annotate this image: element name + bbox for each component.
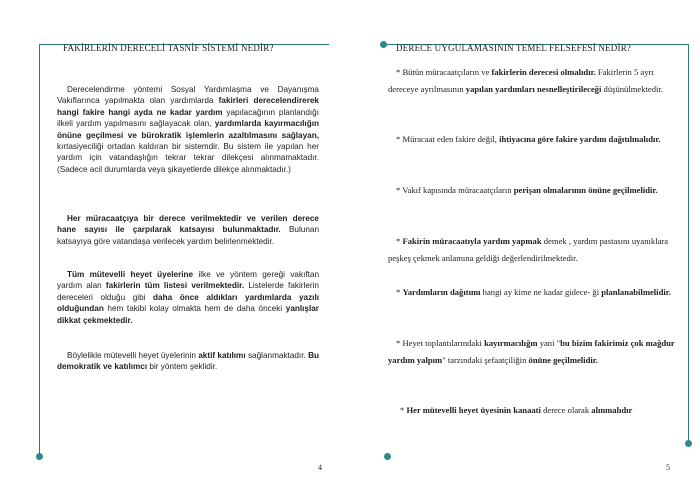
right-item-5-run-0: * bbox=[396, 287, 403, 297]
right-item-7-run-2: derece olarak bbox=[540, 405, 592, 415]
right-item-6-run-4: " tarzındaki şefaatçiliğin bbox=[442, 355, 529, 365]
left-page-title: FAKİRLERİN DERECELİ TASNİF SİSTEMİ NEDİR? bbox=[63, 43, 274, 53]
left-paragraph-3-run-4: daha önce aldıkları yardımlarda yazılı olduğundan bbox=[57, 292, 319, 314]
right-item-3-run-0: * Vakıf kapısında müracaatçıların bbox=[396, 185, 514, 195]
left-paragraph-3-run-1: ilke ve yöntem gereği vakıftan yardım alan bbox=[57, 270, 319, 291]
right-item-1-run-3: yapılan yardımları nesnelleştirileceği bbox=[465, 84, 602, 94]
left-paragraph-3-run-0: Tüm mütevelli heyet üyelerine bbox=[67, 270, 194, 279]
right-item-5-run-2: hangi ay kime ne kadar gidece- ği bbox=[480, 287, 602, 297]
left-paragraph-1-run-2: yapılacağının planlandığı ilkeli yardım yapılmasını sağlayacak olan, bbox=[57, 107, 319, 129]
right-frame-dot-bottom-right bbox=[685, 440, 692, 447]
right-item-4-run-0: * bbox=[396, 236, 403, 246]
right-item-5-run-1: Yardımların dağıtımı bbox=[402, 287, 481, 297]
right-item-5-run-3: planlanabilmelidir. bbox=[601, 287, 671, 297]
left-paragraph-4-run-1: aktif katılımı bbox=[198, 351, 246, 360]
right-item-7-run-0: * bbox=[400, 405, 407, 415]
right-item-6-run-2: yani " bbox=[537, 338, 561, 348]
right-item-6-run-1: kayırmacılığın bbox=[484, 338, 538, 348]
right-item-6-run-5: önüne geçilmelidir. bbox=[528, 355, 598, 365]
right-item-1-run-2: Fakirlerin 5 ayrı dereceye ayrılmasının bbox=[388, 67, 654, 94]
right-item-3 bbox=[388, 182, 680, 199]
left-paragraph-3-run-2: fakirlerin tüm listesi verilmektedir. bbox=[105, 281, 245, 291]
left-paragraph-1-run-1: fakirleri derecelendirerek hangi fakire hangi ayda ne kadar yardım bbox=[57, 96, 319, 117]
left-paragraph-1-run-0: Derecelendirme yöntemi Sosyal Yardımlaşma ve Dayanışma Vakıflarınca yapılmakta olan yardımlarda bbox=[57, 85, 319, 106]
page-number-right: 5 bbox=[666, 463, 670, 472]
left-paragraph-2 bbox=[57, 213, 319, 247]
right-item-1 bbox=[388, 64, 680, 98]
right-item-2-run-1: ihtiyacına göre fakire yardım dağıtılmalıdır. bbox=[499, 134, 661, 144]
right-frame-dot-top bbox=[380, 41, 387, 48]
right-item-1-run-1: fakirlerin derecesi olmalıdır. bbox=[491, 67, 596, 77]
left-paragraph-1-run-3: yardımlarda kayırmacılığın önüne geçilmesi ve bürokratik işlemlerin azaltılmasını sağlayan, bbox=[57, 119, 319, 140]
left-paragraph-3-run-5: hem takibi kolay olmakta hem de daha önceki bbox=[103, 304, 286, 314]
left-paragraph-1-run-4: kırtasiyeciliği ortadan kaldıran bir sistemdir. Bu sistem ile yapılan her yardım için vatandaşlığın tekrar tekrar dilekçesi alınmamaktadır. (Sadece acil durumlarda veya şikayetlerde dilekçe alınmaktadır.) bbox=[57, 142, 319, 174]
right-item-3-run-1: perişan olmalarının önüne geçilmelidir. bbox=[513, 185, 658, 195]
right-item-6-run-0: * Heyet toplantılarındaki bbox=[396, 338, 485, 348]
left-paragraph-4-run-0: Böylelikle mütevelli heyet üyelerinin bbox=[67, 351, 199, 360]
right-item-7-run-1: Her mütevelli heyet üyesinin kanaati bbox=[406, 405, 541, 415]
right-item-6 bbox=[388, 335, 680, 369]
left-paragraph-1 bbox=[57, 84, 319, 175]
right-frame-dot-bottom-left bbox=[384, 453, 391, 460]
right-frame-right-vertical bbox=[688, 44, 689, 444]
right-item-1-run-4: düşünülmektedir. bbox=[601, 84, 663, 94]
left-paragraph-4-run-4: bir yöntem şeklidir. bbox=[147, 362, 218, 372]
left-paragraph-2-run-0: Her müracaatçıya bir derece verilmektedir ve verilen derece hane sayısı ile çarpılarak katsayısı bulunmaktadır. bbox=[57, 214, 319, 235]
right-item-7 bbox=[388, 402, 680, 419]
left-paragraph-4-run-2: sağlanmaktadır. bbox=[245, 351, 309, 360]
left-paragraph-2-run-1: Bulunan katsayıya göre vatandaşa verilecek yardım belirlenmektedir. bbox=[57, 225, 319, 246]
right-item-4-run-2: demek , yardım pastasını uyanıklara peşkeş çekmek anlamına geldiği değerlendirilmektedir. bbox=[388, 236, 669, 263]
right-item-2-run-0: * Müracaat eden fakire değil, bbox=[396, 134, 500, 144]
right-item-4-run-1: Fakirin müracaatıyla yardım yapmak bbox=[402, 236, 542, 246]
right-item-2 bbox=[388, 131, 680, 148]
left-paragraph-3-run-3: Listelerde fakirlerin dereceleri olduğu gibi bbox=[57, 281, 319, 302]
page-number-left: 4 bbox=[318, 463, 322, 472]
left-paragraph-3 bbox=[57, 269, 319, 326]
right-page-title: DERECE UYGULAMASININ TEMEL FELSEFESİ NEDİR? bbox=[396, 43, 632, 53]
left-paragraph-4 bbox=[57, 350, 319, 373]
left-frame-dot-bottom bbox=[36, 453, 43, 460]
right-item-7-run-3: alınmalıdır bbox=[591, 405, 633, 415]
right-item-5 bbox=[388, 284, 680, 301]
right-page bbox=[350, 0, 700, 499]
left-frame-left-vertical bbox=[39, 44, 40, 454]
right-item-4 bbox=[388, 233, 680, 267]
left-paragraph-3-run-6: yanlışlar dikkat çekmektedir. bbox=[57, 304, 319, 325]
left-paragraph-4-run-3: Bu demokratik ve katılımcı bbox=[57, 351, 319, 372]
right-item-6-run-3: bu bizim fakirimiz çok mağdur yardım yalpım bbox=[388, 338, 675, 365]
right-item-1-run-0: * Bütün müracaatçıların ve bbox=[396, 67, 492, 77]
